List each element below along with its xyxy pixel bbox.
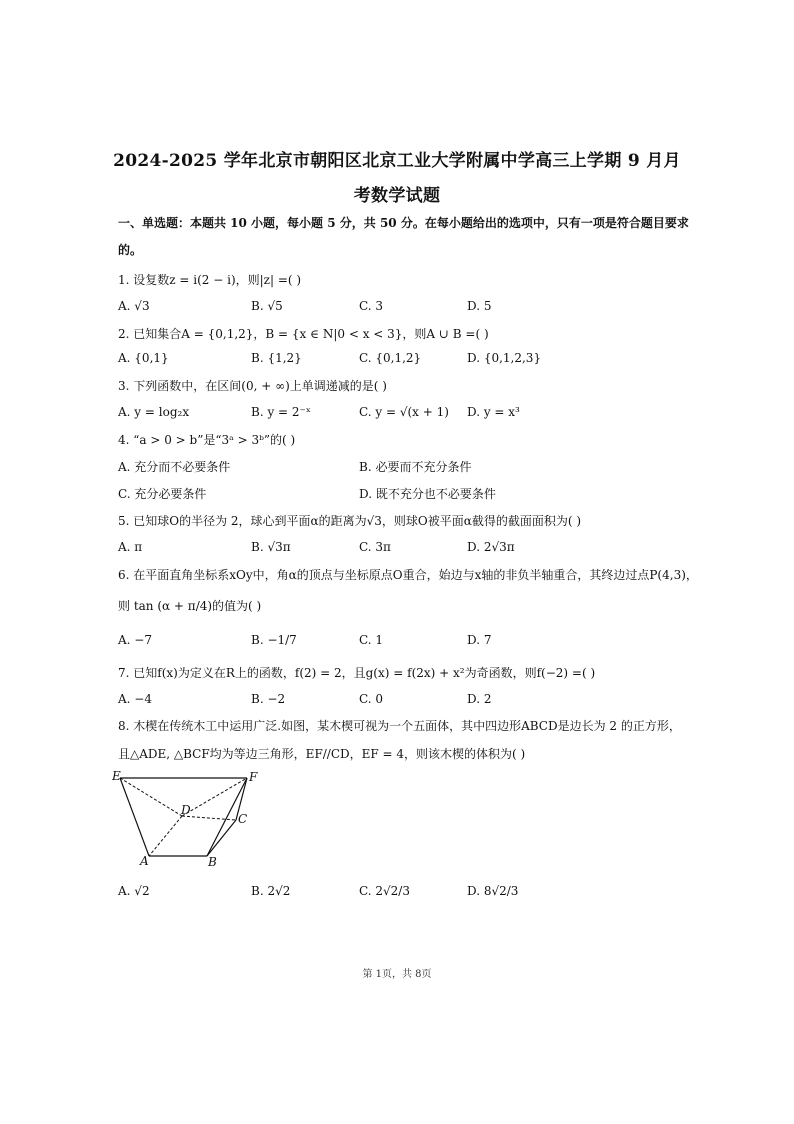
q8-option-c: C. 2√2/3 [359,884,410,898]
edge-bc [207,820,236,856]
q4-option-d: D. 既不充分也不必要条件 [359,487,496,501]
q7-option-b: B. −2 [251,692,286,706]
question-4-stem: 4. “a > 0 > b”是“3ᵃ > 3ᵇ”的( ) [118,433,296,447]
label-e: E [112,769,121,783]
q2-option-b: B. {1,2} [251,351,302,365]
q5-option-b: B. √3π [251,540,291,554]
edge-da [149,816,182,856]
label-d: D [181,803,191,817]
section-heading-cont: 的。 [118,243,143,257]
q7-option-c: C. 0 [359,692,384,706]
q5-option-a: A. π [118,540,143,554]
question-1-stem: 1. 设复数z = i(2 − i)，则|z| =( ) [118,273,302,287]
page-title-line1: 2024-2025 学年北京市朝阳区北京工业大学附属中学高三上学期 9 月月 [113,151,681,171]
q8-option-d: D. 8√2/3 [467,884,519,898]
question-8-stem: 8. 木楔在传统木工中运用广泛.如图，某木楔可视为一个五面体，其中四边形ABCD是边长为 2 的正方形， [118,719,681,733]
label-b: B [208,855,217,868]
q5-option-c: C. 3π [359,540,391,554]
q3-option-c: C. y = √(x + 1) [359,405,449,419]
q4-option-b: B. 必要而不充分条件 [359,460,472,474]
label-f: F [249,770,258,784]
question-7-stem: 7. 已知f(x)为定义在R上的函数，f(2) = 2，且g(x) = f(2x) + x²为奇函数，则f(−2) =( ) [118,666,596,680]
page-footer: 第 1页，共 8页 [362,969,432,980]
wedge-figure [112,768,262,868]
edge-ed [120,778,182,816]
q6-option-b: B. −1/7 [251,633,297,647]
q5-option-d: D. 2√3π [467,540,515,554]
question-2-stem: 2. 已知集合A = {0,1,2}，B = {x ∈ N|0 < x < 3}，则A ∪ B =( ) [118,327,489,341]
section-heading-text: 一、单选题：本题共 10 小题，每小题 5 分，共 50 分。在每小题给出的选项中，只有一项是符合题目要求 [118,216,689,230]
q4-option-a: A. 充分而不必要条件 [118,460,231,474]
page-title-line2: 考数学试题 [353,186,441,206]
q4-option-c: C. 充分必要条件 [118,487,207,501]
label-a: A [140,854,149,868]
label-c: C [238,812,248,826]
section-heading [118,210,698,264]
q7-option-d: D. 2 [467,692,492,706]
question-3-stem: 3. 下列函数中，在区间(0, + ∞)上单调递减的是( ) [118,379,387,393]
q6-option-d: D. 7 [467,633,492,647]
q1-option-c: C. 3 [359,299,384,313]
q2-option-d: D. {0,1,2,3} [467,351,542,365]
question-6-stem: 6. 在平面直角坐标系xOy中，角α的顶点与坐标原点O重合，始边与x轴的非负半轴重合，其终边过点P(4,3)， [118,568,698,582]
q6-option-a: A. −7 [118,633,152,647]
q1-option-a: A. √3 [118,299,150,313]
q3-option-d: D. y = x³ [467,405,520,419]
q7-option-a: A. −4 [118,692,152,706]
q2-option-c: C. {0,1,2} [359,351,422,365]
q3-option-a: A. y = log₂x [118,405,190,419]
edge-ea [120,778,149,856]
question-5-stem: 5. 已知球O的半径为 2，球心到平面α的距离为√3，则球O被平面α截得的截面面积为( ) [118,514,582,528]
question-6-stem-cont: 则 tan (α + π/4)的值为( ) [118,599,262,613]
q6-option-c: C. 1 [359,633,384,647]
q1-option-b: B. √5 [251,299,283,313]
q8-option-a: A. √2 [118,884,150,898]
question-8-stem-cont: 且△ADE, △BCF均为等边三角形，EF//CD，EF = 4，则该木楔的体积为( ) [118,747,526,761]
q1-option-d: D. 5 [467,299,492,313]
q2-option-a: A. {0,1} [118,351,169,365]
q8-option-b: B. 2√2 [251,884,291,898]
q3-option-b: B. y = 2⁻ˣ [251,405,311,419]
